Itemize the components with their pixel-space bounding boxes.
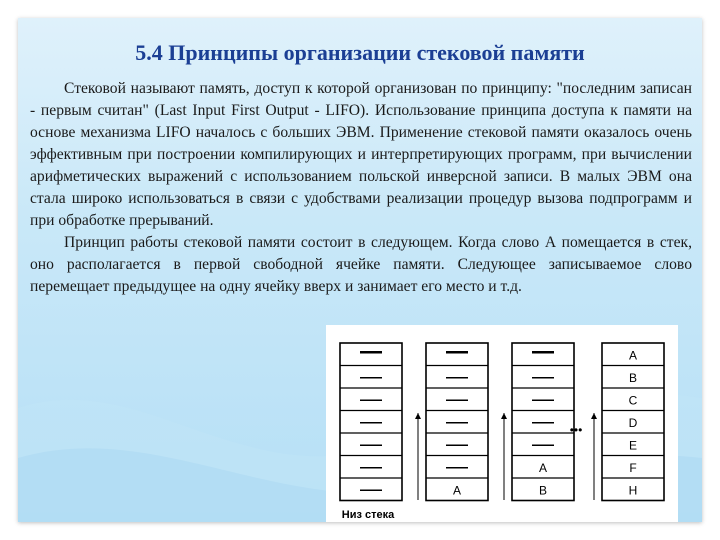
stack-cell-label: D <box>628 415 638 430</box>
stack-cell-label: B <box>538 483 548 498</box>
content-panel <box>18 18 702 522</box>
stack-diagram-svg <box>326 325 678 522</box>
stack-cell-label: H <box>628 483 638 498</box>
ellipsis-dots: ••• <box>569 423 583 437</box>
stack-cell-label: A <box>452 483 462 498</box>
stack-cell-label: C <box>628 393 638 408</box>
stack-cell-label: B <box>628 370 638 385</box>
push-arrow-1-head <box>415 413 421 419</box>
stack-column-2 <box>426 343 488 501</box>
stack-cell-label: A <box>538 460 548 475</box>
stack-column-3 <box>512 343 574 501</box>
stack-cell-label: F <box>629 460 637 475</box>
slide-title: 5.4 Принципы организации стековой памяти <box>135 40 585 65</box>
stack-column-1 <box>340 343 402 501</box>
push-arrow-3-head <box>591 413 597 419</box>
body-text <box>30 78 692 298</box>
stack-diagram <box>326 325 678 522</box>
stack-bottom-caption: Низ стека <box>341 509 395 521</box>
stack-cell-label: E <box>628 438 638 453</box>
push-arrow-2-head <box>501 413 507 419</box>
stack-cell-label: A <box>628 348 638 363</box>
paragraph-2: Принцип работы стековой памяти состоит в следующем. Когда слово А помещается в стек, оно располагается в первой свободной ячейке памяти. Следующее записываемое слово перемещает предыдущее на одну ячейку вверх и занимает его место и т.д. <box>30 234 692 295</box>
paragraph-1: Стековой называют память, доступ к которой организован по принципу: "последним записан - первым считан" (Last Input First Output - LIFO). Использование принципа доступа к памяти на основе механизма LIFO началось с больших ЭВМ. Применение стековой памяти оказалось очень эффективным при построении компилирующих и интерпретирующих программ, при вычислении арифметических выражений с использованием польской инверсной записи. В малых ЭВМ она стала широко использоваться в связи с удобствами реализации процедур вызова подпрограмм и при обработке прерываний. <box>30 80 692 229</box>
